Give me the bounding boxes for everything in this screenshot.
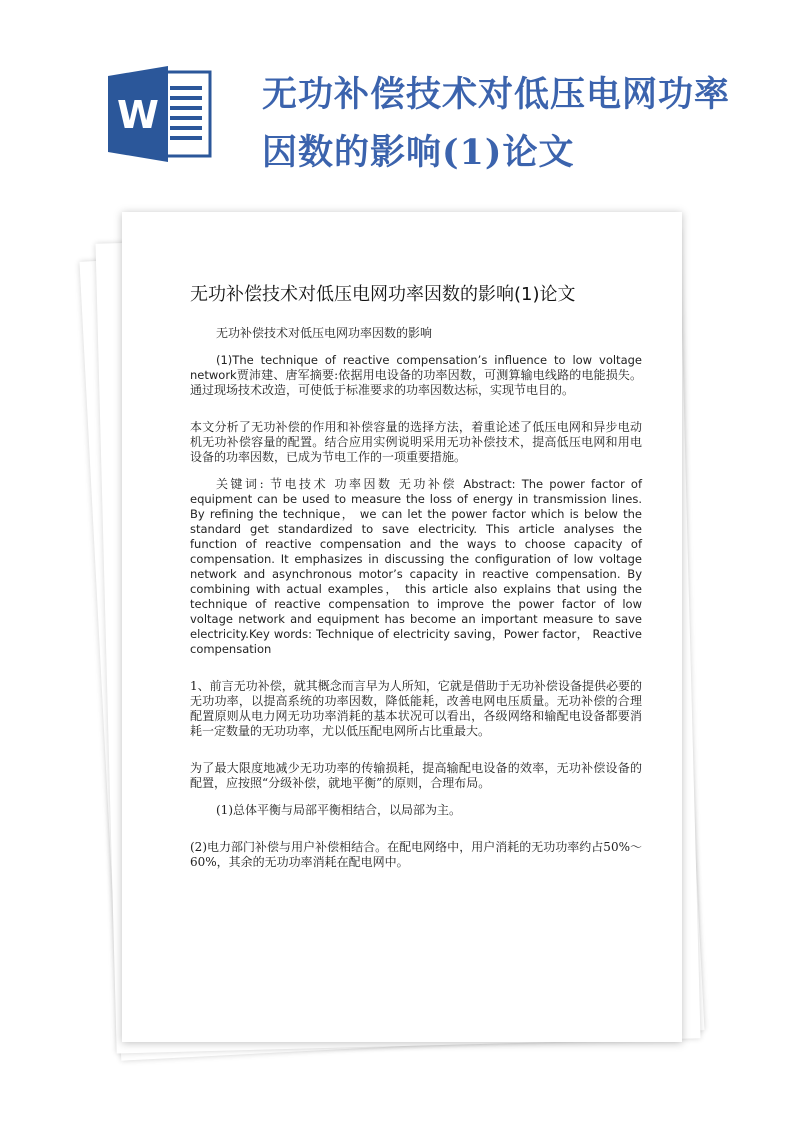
document-heading: 无功补偿技术对低压电网功率因数的影响(1)论文 (190, 284, 576, 305)
document-subtitle: 无功补偿技术对低压电网功率因数的影响 (216, 326, 433, 340)
keywords-chinese: 关键词: 节电技术 功率因数 无功补偿 (216, 477, 458, 491)
paragraph-1-chinese: 贾沛建、唐军摘要:依据用电设备的功率因数，可测算输电线路的电能损失。通过现场技术改造，可使低于标准要求的功率因数达标，实现节电目的。 (190, 368, 642, 397)
word-logo-icon (108, 66, 212, 162)
banner-title-line1: 无功补偿技术对低压电网功率 (262, 74, 731, 115)
paragraph-introduction: 1、前言无功补偿，就其概念而言早为人所知，它就是借助于无功补偿设备提供必要的无功功率，以提高系统的功率因数，降低能耗，改善电网电压质量。无功补偿的合理配置原则从电力网无功功率消耗的基本状况可以看出，各级网络和输配电设备都要消耗一定数量的无功功率，尤以低压配电网所占比重最大。 (190, 679, 642, 738)
paragraph-2: 本文分析了无功补偿的作用和补偿容量的选择方法，着重论述了低压电网和异步电动机无功补偿容量的配置。结合应用实例说明采用无功补偿技术，提高低压电网和用电设备的功率因数，已成为节电工作的一项重要措施。 (190, 420, 642, 464)
logo-letter: W (117, 93, 159, 137)
abstract-english: Abstract: The power factor of equipment can be used to measure the loss of energy in transmission lines. By refining the technique， we can let the power factor which is below the standard get standardized to save electricity. This article analyses the function of reactive compensation and the ways to choose capacity of compensation. It emphasizes in discussing the configuration of low voltage network and asynchronous motor’s capacity in reactive compensation. By combining with actual examples， this article also explains that using the technique of reactive compensation to improve the power factor of low voltage network and equipment has become an important measure to save electricity.Key words: Technique of electricity saving，Power factor， Reactive compensation (190, 477, 642, 656)
paragraph-abstract (190, 477, 642, 657)
paragraph-1-english: (1)The technique of reactive compensation’s influence to low voltage network (190, 353, 642, 382)
banner-title (262, 66, 782, 182)
document-body (190, 280, 642, 882)
paragraph-1 (190, 353, 642, 398)
banner-title-line2: 因数的影响(1)论文 (262, 132, 575, 173)
paragraph-7: (2)电力部门补偿与用户补偿相结合。在配电网络中，用户消耗的无功功率约占50%～60%，其余的无功功率消耗在配电网中。 (190, 840, 642, 869)
paragraph-6: (1)总体平衡与局部平衡相结合，以局部为主。 (216, 803, 461, 817)
paragraph-5: 为了最大限度地减少无功功率的传输损耗，提高输配电设备的效率，无功补偿设备的配置，应按照“分级补偿，就地平衡”的原则，合理布局。 (190, 761, 642, 790)
